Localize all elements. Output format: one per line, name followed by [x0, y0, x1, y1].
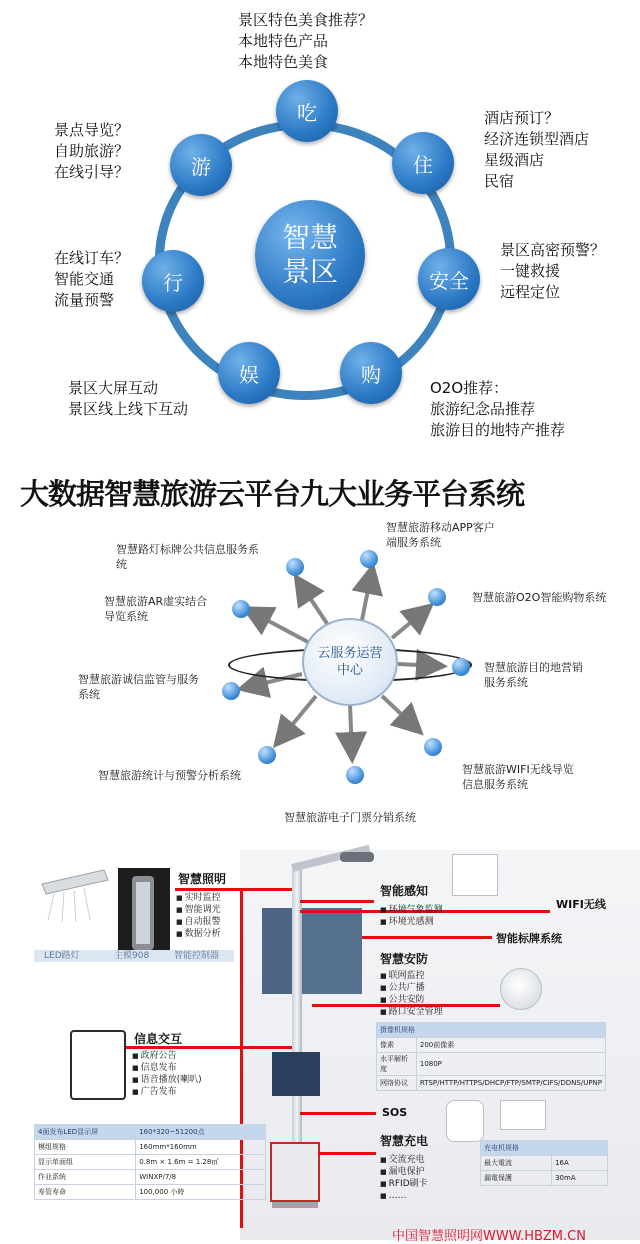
info-item-4: ■ 广告发布	[132, 1086, 202, 1098]
platform-title: 大数据智慧旅游云平台九大业务平台系统	[20, 477, 525, 511]
charging-items	[380, 1154, 428, 1202]
sensing-item-2: ■ 环境光感测	[380, 916, 443, 928]
arrow-2	[362, 570, 372, 620]
system-9-line-1: 智慧旅游电子门票分销系统	[284, 811, 416, 824]
line-security	[312, 1004, 376, 1007]
lighting-title: 智慧照明	[178, 872, 227, 886]
info-title: 信息交互	[134, 1032, 183, 1046]
system-node-7	[258, 746, 276, 764]
travel-text	[54, 248, 129, 311]
system-3-line-2: 导览系统	[104, 610, 148, 623]
fun-line-2: 景区线上线下互动	[68, 400, 189, 418]
charging-item-2: ■ 漏电保护	[380, 1166, 428, 1178]
stay-line-3: 星级酒店	[484, 151, 545, 169]
system-8-line-1: 智慧旅游WIFI无线导览	[462, 763, 574, 776]
camera-table-title: 摄像机规格	[377, 1023, 606, 1038]
travel-line-2: 智能交通	[54, 270, 115, 288]
system-4-line-1: 智慧旅游O2O智能购物系统	[472, 591, 607, 604]
stay-line-4: 民宿	[484, 172, 515, 190]
lamp-module-icon	[118, 868, 170, 958]
info-item-3: ■ 语音播放(喇叭)	[132, 1074, 202, 1086]
cloud-platform-diagram	[0, 460, 640, 850]
watermark: 中国智慧照明网WWW.HBZM.CN	[392, 1229, 586, 1244]
system-1-line-1: 智慧路灯标牌公共信息服务系	[116, 543, 259, 556]
led-header-0: 4面发布LED显示屏	[35, 1125, 136, 1140]
charge-cell-1-0: 漏電保護	[481, 1171, 552, 1186]
shop-text	[430, 378, 565, 441]
system-5-line-1: 智慧旅游诚信监管与服务	[78, 673, 199, 686]
charging-spec-table	[480, 1140, 608, 1186]
system-6-line-1: 智慧旅游目的地营销	[484, 661, 583, 674]
node-stay: 住	[392, 132, 454, 194]
charge-cell-0-0: 最大電流	[481, 1156, 552, 1171]
system-1-line-2: 统	[116, 558, 127, 571]
fun-text	[68, 378, 188, 420]
lamp-tab-controller: 智能控制器	[174, 951, 220, 961]
security-item-2: ■ 公共广播	[380, 982, 443, 994]
sensing-title: 智能感知	[380, 884, 429, 898]
charge-table-title: 充电机规格	[481, 1141, 608, 1156]
system-label-1	[116, 542, 259, 572]
node-tour: 游	[170, 134, 232, 196]
center-line-2: 景区	[281, 255, 338, 288]
system-label-5	[78, 672, 199, 702]
node-fun: 娱	[218, 342, 280, 404]
system-node-8	[424, 738, 442, 756]
lamp-head-illustration	[34, 860, 114, 940]
system-node-5	[222, 682, 240, 700]
sign-panel-right	[302, 908, 362, 994]
security-items	[380, 970, 443, 1018]
node-safety: 安全	[418, 248, 480, 310]
lighting-item-3: ■ 自动报警	[176, 916, 221, 928]
lighting-item-4: ■ 数据分析	[176, 928, 221, 940]
system-node-9	[346, 766, 364, 784]
shop-line-3: 旅游目的地特产推荐	[430, 421, 566, 439]
smart-scenic-wheel	[0, 0, 640, 460]
tour-line-2: 自助旅游？	[54, 142, 130, 160]
charging-station	[270, 1142, 320, 1202]
arrow-8	[382, 696, 418, 730]
sensing-item-1: ■ 环境气象监测	[380, 904, 443, 916]
line-signage	[362, 936, 492, 939]
eat-line-1: 景区特色美食推荐？	[238, 11, 374, 29]
fun-line-1: 景区大屏互动	[68, 379, 159, 397]
tour-line-1: 景点导览？	[54, 121, 130, 139]
shop-line-1: O2O推荐：	[430, 379, 509, 397]
lamp-head	[340, 852, 374, 862]
safety-line-3: 远程定位	[500, 283, 561, 301]
camera-illustration	[500, 968, 542, 1010]
system-6-line-2: 服务系统	[484, 676, 528, 689]
travel-line-1: 在线订车？	[54, 249, 130, 267]
eat-text	[238, 10, 373, 73]
stay-text	[484, 108, 589, 192]
security-title: 智慧安防	[380, 952, 429, 966]
led-screen	[272, 1052, 320, 1096]
charger-plug-illustration	[446, 1100, 484, 1142]
charging-item-1: ■ 交流充电	[380, 1154, 428, 1166]
system-label-3	[104, 594, 207, 624]
lighting-items	[176, 892, 221, 940]
led-cell-2-0: 作业系统	[35, 1170, 136, 1185]
charge-cell-1-1: 30mA	[552, 1171, 608, 1186]
node-eat: 吃	[276, 80, 338, 142]
system-label-9	[284, 810, 416, 825]
system-node-2	[360, 550, 378, 568]
camera-cell-1-0: 水平解析度	[377, 1053, 417, 1076]
info-item-2: ■ 信息发布	[132, 1062, 202, 1074]
lamp-tab-led: LED路灯	[44, 951, 80, 961]
led-cell-2-1: WINXP/7/8	[136, 1170, 266, 1185]
safety-line-2: 一键救援	[500, 262, 561, 280]
security-item-4: ■ 路口安全管理	[380, 1006, 443, 1018]
sensor-box	[452, 854, 498, 896]
led-header-1: 160*320~51200点	[136, 1125, 266, 1140]
charging-title: 智慧充电	[380, 1134, 429, 1148]
arrow-4	[392, 608, 428, 638]
security-item-1: ■ 联网监控	[380, 970, 443, 982]
tablet-illustration	[70, 1030, 126, 1100]
system-node-4	[428, 588, 446, 606]
system-label-6	[484, 660, 583, 690]
signage-label: 智能标牌系统	[496, 932, 562, 945]
shop-line-2: 旅游纪念品推荐	[430, 400, 536, 418]
led-cell-1-0: 显示单面组	[35, 1155, 136, 1170]
system-label-7	[98, 768, 241, 783]
system-2-line-1: 智慧旅游移动APP客户	[386, 521, 495, 534]
hub-line-1: 云服务运营	[317, 646, 383, 661]
eat-line-3: 本地特色美食	[238, 53, 329, 71]
lamp-tab-module: 主模908	[114, 951, 150, 961]
led-cell-3-1: 100,000 小時	[136, 1185, 266, 1200]
led-cell-1-1: 0.8m × 1.6m = 1.28㎡	[136, 1155, 266, 1170]
camera-cell-2-0: 网络协议	[377, 1076, 417, 1091]
lamp-module-photo	[118, 868, 170, 958]
camera-cell-0-1: 200前像素	[416, 1038, 605, 1053]
line-sensing	[300, 900, 374, 903]
camera-cell-1-1: 1080P	[416, 1053, 605, 1076]
led-cell-3-0: 寿管寿命	[35, 1185, 136, 1200]
wheel-center	[255, 200, 365, 310]
system-3-line-1: 智慧旅游AR虚实结合	[104, 595, 208, 608]
node-shop: 购	[340, 342, 402, 404]
arrow-9	[350, 704, 352, 756]
eat-line-2: 本地特色产品	[238, 32, 329, 50]
camera-cell-2-1: RTSP/HTTP/HTTPS/DHCP/FTP/SMTP/CIFS/DDNS/UPNP	[416, 1076, 605, 1091]
led-spec-table	[34, 1124, 266, 1200]
camera-cell-0-0: 像素	[377, 1038, 417, 1053]
lamp-tabs	[34, 950, 234, 962]
node-travel: 行	[142, 250, 204, 312]
system-label-4	[472, 590, 606, 605]
charge-cell-0-1: 16A	[552, 1156, 608, 1171]
led-cell-0-1: 160mm*160mm	[136, 1140, 266, 1155]
info-item-1: ■ 政府公告	[132, 1050, 202, 1062]
led-cell-0-0: 模组规格	[35, 1140, 136, 1155]
stay-line-1: 酒店预订？	[484, 109, 560, 127]
sensing-items	[380, 904, 443, 928]
charging-item-4: ■ ……	[380, 1190, 428, 1202]
sos-label: SOS	[382, 1106, 408, 1119]
sign-panel-left	[262, 908, 292, 994]
system-node-6	[452, 658, 470, 676]
line-sos	[300, 1112, 376, 1115]
arrow-1	[298, 580, 330, 628]
safety-line-1: 景区高密预警？	[500, 241, 606, 259]
tour-line-3: 在线引导？	[54, 163, 130, 181]
lighting-item-1: ■ 实时监控	[176, 892, 221, 904]
security-item-3: ■ 公共安防	[380, 994, 443, 1006]
lighting-item-2: ■ 智能调光	[176, 904, 221, 916]
safety-text	[500, 240, 605, 303]
system-node-1	[286, 558, 304, 576]
cloud-hub	[302, 618, 398, 706]
charging-item-3: ■ RFID刷卡	[380, 1178, 428, 1190]
center-line-1: 智慧	[281, 221, 338, 254]
wifi-label: WIFI无线	[556, 898, 606, 911]
line-lighting	[175, 888, 292, 891]
stay-line-2: 经济连锁型酒店	[484, 130, 590, 148]
arrow-7	[278, 696, 316, 742]
tour-text	[54, 120, 129, 183]
travel-line-3: 流量预警	[54, 291, 115, 309]
charger-module-illustration	[500, 1100, 546, 1130]
info-items	[132, 1050, 202, 1098]
system-8-line-2: 信息服务系统	[462, 778, 528, 791]
line-charging	[318, 1152, 376, 1155]
arrow-3	[248, 610, 308, 642]
system-2-line-2: 端服务系统	[386, 536, 441, 549]
system-5-line-2: 系统	[78, 688, 100, 701]
system-node-3	[232, 600, 250, 618]
system-label-2	[386, 520, 495, 550]
lamp-icon	[34, 860, 114, 940]
system-label-8	[462, 762, 574, 792]
hub-line-2: 中心	[336, 663, 363, 678]
system-7-line-1: 智慧旅游统计与预警分析系统	[98, 769, 241, 782]
camera-spec-table	[376, 1022, 606, 1091]
smart-pole-diagram	[0, 850, 640, 1244]
